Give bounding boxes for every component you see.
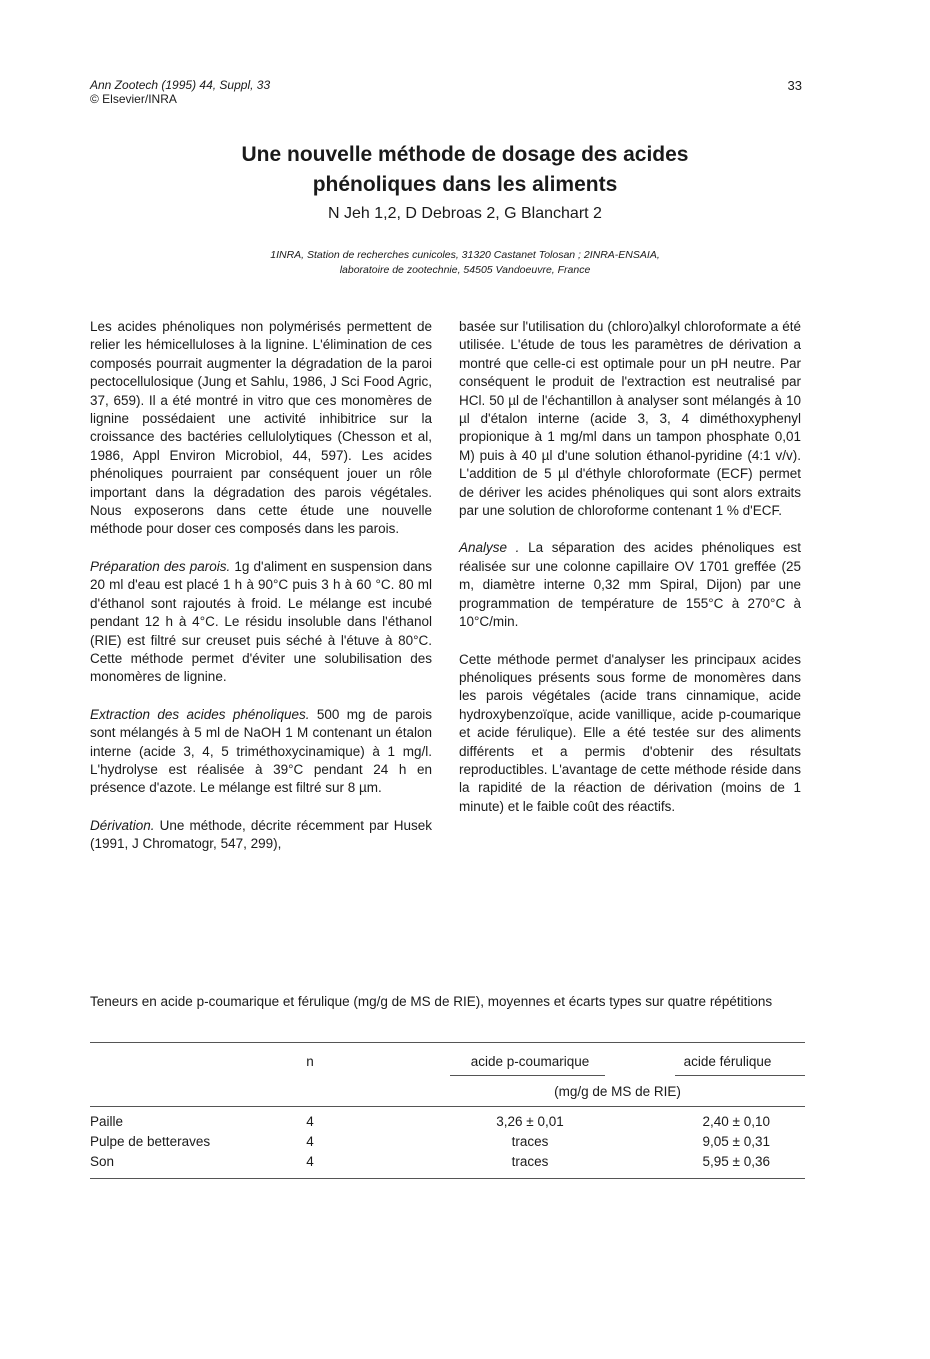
preparation-text: 1g d'aliment en suspension dans 20 ml d'eau est placé 1 h à 90°C puis 3 h à 60 °C. 80 ml d'éthanol sont rajoutés à froid. Le mélange est incubé pendant 12 h à 4°C. Le résidu insoluble dans l'éthanol (RIE) est filtré sur creuset puis séché à l'étuve à 80°C. Cette méthode permet d'éviter une solubilisation des monomères de lignine.: [90, 558, 432, 685]
affiliations: [0, 248, 930, 278]
left-column: [90, 318, 432, 873]
table-caption: Teneurs en acide p-coumarique et férulique (mg/g de MS de RIE), moyennes et écarts types sur quatre répétitions: [90, 994, 773, 1009]
conclusion-paragraph: Cette méthode permet d'analyser les principaux acides phénoliques présents sous forme de monomères dans les parois végétales (acide trans cinnamique, acide hydroxybenzoïque, acide vanillique, acide p-coumarique et acide férulique). Elle a été testée sur des aliments différents et a permis d'obtenir des résultats reproductibles. L'avantage de cette méthode réside dans la rapidité de la réaction de dérivation (moins de 1 minute) et le faible coût des réactifs.: [459, 651, 801, 814]
preparation-paragraph: [90, 558, 432, 687]
analyse-heading: Analyse .: [459, 540, 520, 556]
page-number: 33: [787, 78, 802, 93]
analyse-text: La séparation des acides phénoliques est réalisée sur une colonne capillaire OV 1701 greffée (25 m, diamètre interne 0,32 mm Spiral, Dijon) par une programmation de température de 155°C à 270°C à 10°C/min.: [459, 540, 801, 630]
table-bottom-rule: [90, 1178, 805, 1179]
row-n: 4: [306, 1154, 314, 1169]
row-ferulique: 5,95 ± 0,36: [702, 1154, 770, 1169]
derivation-paragraph: [90, 817, 432, 854]
extraction-heading: Extraction des acides phénoliques.: [90, 706, 310, 722]
analyse-paragraph: [459, 539, 801, 631]
journal-citation: Ann Zootech (1995) 44, Suppl, 33: [90, 78, 271, 92]
derivation-continued: basée sur l'utilisation du (chloro)alkyl chloroformate a été utilisée. L'étude de tous les paramètres de dérivation a montré que celle-ci est optimale pour un pH neutre. Par conséquent le produit de l'extraction est neutralisé par HCl. 50 µl de l'échantillon à analyser sont mélangés à 10 µl d'étalon interne (acide 3, 3, 4 diméthoxyphenyl propionique à 1 mg/ml dans un tampon phosphate 0,01 M) puis à 40 µl d'une solution éthanol-pyridine (4:1 v/v). L'addition de 5 µl d'éthyle chloroformate (ECF) permet de dériver les acides phénoliques qui sont alors extraits par une solution de chloroforme contenant 1 % d'ECF.: [459, 319, 801, 519]
title-line-2: phénoliques dans les aliments: [312, 173, 618, 196]
table-top-rule: [90, 1042, 805, 1043]
row-p-coumarique: traces: [511, 1134, 549, 1149]
row-label: Paille: [90, 1114, 124, 1129]
preparation-heading: Préparation des parois.: [90, 558, 231, 574]
header-bottom-rule: [90, 1106, 805, 1107]
row-ferulique: 9,05 ± 0,31: [702, 1134, 770, 1149]
header-ferulique: acide férulique: [683, 1054, 772, 1069]
units-label: (mg/g de MS de RIE): [554, 1084, 681, 1099]
derivation-heading: Dérivation.: [90, 817, 155, 833]
extraction-text: 500 mg de parois sont mélangés à 5 ml de NaOH 1 M contenant un étalon interne (acide 3, 4, 5 triméthoxycinamique) à 1 mg/l. L'hydrolyse est réalisée à 39°C pendant 24 h en présence d'azote. Le mélange est filtré sur 8 µm.: [90, 706, 432, 796]
row-p-coumarique: traces: [511, 1154, 549, 1169]
title-line-1: Une nouvelle méthode de dosage des acides: [241, 143, 689, 166]
row-n: 4: [306, 1134, 314, 1149]
row-p-coumarique: 3,26 ± 0,01: [496, 1114, 564, 1129]
header-p-coumarique: acide p-coumarique: [470, 1054, 590, 1069]
row-label: Pulpe de betteraves: [90, 1134, 211, 1149]
row-ferulique: 2,40 ± 0,10: [702, 1114, 770, 1129]
row-n: 4: [306, 1114, 314, 1129]
intro-paragraph: Les acides phénoliques non polymérisés permettent de relier les hémicelluloses à la lignine. L'élimination de ces composés pourrait augmenter la dégradation de la paroi pectocellulosique (Jung et Sahlu, 1986, J Sci Food Agric, 37, 659). Il a été montré in vitro que ces monomères de lignine possédaient une activité inhibitrice sur la croissance des bactéries cellulolytiques (Chesson et al, 1986, Appl Environ Microbiol, 44, 597). Les acides phénoliques pourraient par conséquent jouer un rôle important dans la dégradation des parois végétales. Nous exposerons dans cette étude une nouvelle méthode pour doser ces composés dans les parois.: [90, 319, 432, 537]
publisher-line: © Elsevier/INRA: [90, 92, 177, 106]
running-header: [90, 78, 270, 106]
subheader-rule-1: [450, 1075, 605, 1076]
affiliation-line-2: laboratoire de zootechnie, 54505 Vandoeuvre, France: [339, 264, 591, 276]
affiliation-line-1: 1INRA, Station de recherches cunicoles, 31320 Castanet Tolosan ; 2INRA-ENSAIA,: [270, 249, 660, 261]
right-column: [459, 318, 801, 835]
paper-title: [0, 140, 930, 200]
author-list: N Jeh 1,2, D Debroas 2, G Blanchart 2: [328, 205, 602, 222]
header-n: n: [306, 1054, 314, 1069]
row-label: Son: [90, 1154, 115, 1169]
extraction-paragraph: [90, 706, 432, 798]
subheader-rule-2: [675, 1075, 805, 1076]
derivation-text: Une méthode, décrite récemment par Husek (1991, J Chromatogr, 547, 299),: [90, 817, 432, 852]
